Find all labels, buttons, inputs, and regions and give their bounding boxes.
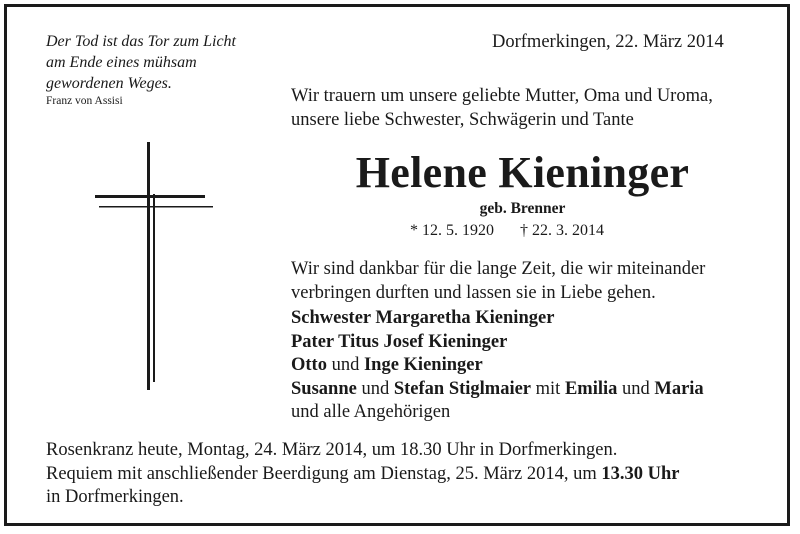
quote-line: Der Tod ist das Tor zum Licht xyxy=(46,33,236,50)
intro-line: unsere liebe Schwester, Schwägerin und Tante xyxy=(291,110,634,130)
mourner-line: Susanne und Stefan Stiglmaier mit Emilia und Maria xyxy=(291,378,704,399)
mourner-line: Otto und Inge Kieninger xyxy=(291,355,483,375)
burial-time: 13.30 Uhr xyxy=(601,463,680,484)
quote-line: am Ende eines mühsam xyxy=(46,54,197,71)
mourner-line: Pater Titus Josef Kieninger xyxy=(291,331,508,352)
mourner-line: Schwester Margaretha Kieninger xyxy=(291,308,555,328)
thanks-text xyxy=(291,257,705,305)
birth-date: * 12. 5. 1920 xyxy=(410,222,494,239)
mourner-line: und alle Angehörigen xyxy=(291,402,451,422)
death-date: † 22. 3. 2014 xyxy=(520,222,604,239)
service-line: Rosenkranz heute, Montag, 24. März 2014, um 18.30 Uhr in Dorfmerkingen. xyxy=(46,440,618,460)
cross-icon xyxy=(95,142,215,392)
intro-line: Wir trauern um unsere geliebte Mutter, Oma und Uroma, xyxy=(291,86,713,106)
service-info xyxy=(46,439,680,510)
quote-line: gewordenen Weges. xyxy=(46,75,172,92)
intro-text xyxy=(291,84,713,132)
mourners xyxy=(291,307,704,425)
thanks-line: verbringen durften und lassen sie in Liebe gehen. xyxy=(291,283,656,303)
quote-author: Franz von Assisi xyxy=(46,95,123,107)
thanks-line: Wir sind dankbar für die lange Zeit, die wir miteinander xyxy=(291,259,706,279)
life-dates xyxy=(410,222,604,240)
service-line: in Dorfmerkingen. xyxy=(46,487,184,507)
service-line: Requiem mit anschließender Beerdigung am Dienstag, 25. März 2014, um 13.30 Uhr xyxy=(46,463,680,484)
place-date: Dorfmerkingen, 22. März 2014 xyxy=(492,32,724,52)
maiden-name: geb. Brenner xyxy=(479,200,566,217)
deceased-name: Helene Kieninger xyxy=(355,148,690,197)
quote xyxy=(46,31,236,94)
